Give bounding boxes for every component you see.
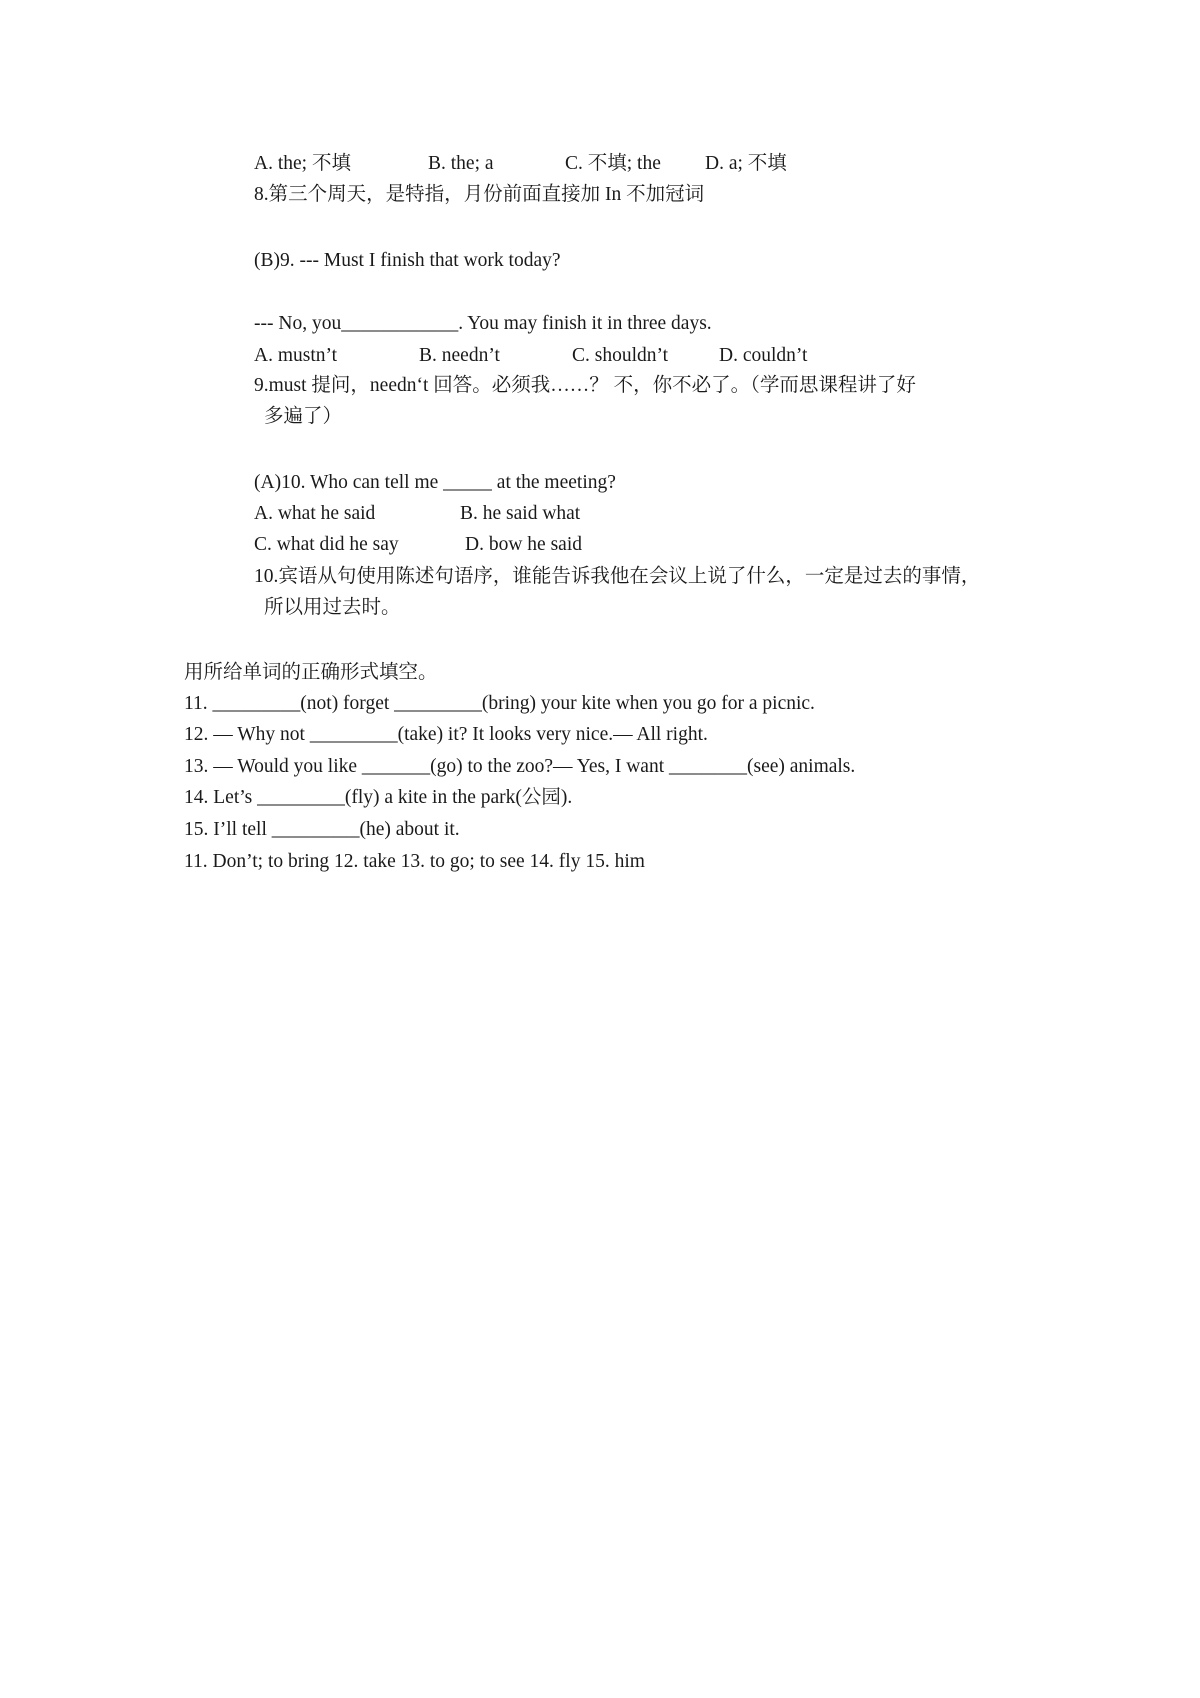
exercise-item-15: 15. I’ll tell _________(he) about it. bbox=[184, 819, 460, 840]
section-heading: 用所给单词的正确形式填空。 bbox=[184, 662, 438, 683]
q10-option-b: B. he said what bbox=[460, 503, 581, 524]
q10-option-a: A. what he said bbox=[254, 503, 376, 524]
q9-explanation-line1: 9.must 提问，needn‘t 回答。必须我……？ 不，你不必了。（学而思课程讲了好 bbox=[254, 375, 916, 396]
q9-reply: --- No, you____________. You may finish it in three days. bbox=[254, 313, 712, 334]
q9-option-b: B. needn’t bbox=[419, 345, 500, 366]
q9-option-c: C. shouldn’t bbox=[572, 345, 669, 366]
q9-explanation-line2: 多遍了） bbox=[264, 406, 343, 427]
exercise-item-11: 11. _________(not) forget _________(bring) your kite when you go for a picnic. bbox=[184, 693, 815, 714]
q7-option-a: A. the; 不填 bbox=[254, 153, 351, 174]
q7-option-c: C. 不填; the bbox=[565, 153, 661, 174]
q10-option-c: C. what did he say bbox=[254, 534, 399, 555]
q9-option-a: A. mustn’t bbox=[254, 345, 338, 366]
exercise-item-14: 14. Let’s _________(fly) a kite in the park(公园). bbox=[184, 787, 573, 808]
q10-option-d: D. bow he said bbox=[465, 534, 582, 555]
q10-explanation-line2: 所以用过去时。 bbox=[264, 597, 401, 618]
exercise-item-13: 13. — Would you like _______(go) to the zoo?— Yes, I want ________(see) animals. bbox=[184, 756, 856, 777]
q7-explanation: 8.第三个周天，是特指，月份前面直接加 In 不加冠词 bbox=[254, 184, 705, 205]
exercise-item-12: 12. — Why not _________(take) it? It looks very nice.— All right. bbox=[184, 724, 708, 745]
answer-key: 11. Don’t; to bring 12. take 13. to go; to see 14. fly 15. him bbox=[184, 851, 645, 872]
q10-question: (A)10. Who can tell me _____ at the meeting? bbox=[254, 472, 616, 493]
q9-option-d: D. couldn’t bbox=[719, 345, 808, 366]
q10-explanation-line1: 10.宾语从句使用陈述句语序，谁能告诉我他在会议上说了什么，一定是过去的事情， bbox=[254, 566, 981, 587]
q7-option-b: B. the; a bbox=[428, 153, 494, 174]
q7-option-d: D. a; 不填 bbox=[705, 153, 787, 174]
q9-question: (B)9. --- Must I finish that work today? bbox=[254, 250, 561, 271]
